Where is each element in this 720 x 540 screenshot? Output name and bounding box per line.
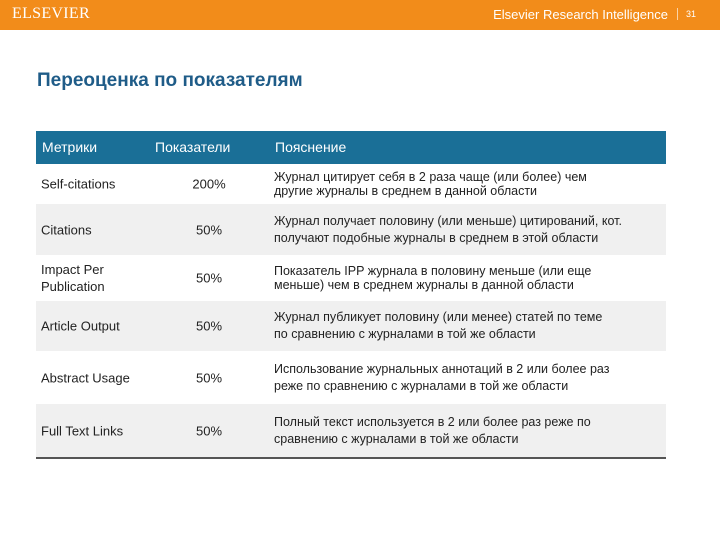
table-row xyxy=(36,404,666,457)
brand-logo: ELSEVIER xyxy=(12,5,90,22)
value-cell: 50% xyxy=(195,270,223,286)
explanation-cell: Журнал получает половину (или меньше) цитирований, кот. получают подобные журналы в среднем в этой области xyxy=(274,213,622,245)
metric-cell: Impact Per Publication xyxy=(41,262,105,294)
table-row xyxy=(36,351,666,404)
column-header-metrics: Метрики xyxy=(42,139,98,155)
column-header-values: Показатели xyxy=(155,139,231,155)
value-cell: 50% xyxy=(195,318,223,334)
explanation-cell: Журнал публикует половину (или менее) статей по теме по сравнению с журналами в той же области xyxy=(274,310,603,341)
explanation-cell: Полный текст используется в 2 или более раз реже по сравнению с журналами в той же области xyxy=(274,414,591,446)
table-row xyxy=(36,164,666,204)
column-header-explanation: Пояснение xyxy=(275,139,347,155)
header-bar xyxy=(0,0,720,30)
table-row xyxy=(36,204,666,255)
explanation-cell: Журнал цитирует себя в 2 раза чаще (или более) чем другие журналы в среднем в данной области xyxy=(274,170,587,198)
metric-cell: Self-citations xyxy=(41,176,116,192)
product-name: Elsevier Research Intelligence xyxy=(493,7,668,22)
value-cell: 50% xyxy=(195,222,223,237)
slide-title: Переоценка по показателям xyxy=(37,70,303,91)
header-divider xyxy=(677,8,678,20)
value-cell: 50% xyxy=(195,370,223,385)
metric-cell: Article Output xyxy=(41,318,120,334)
table-row xyxy=(36,301,666,351)
metric-cell: Abstract Usage xyxy=(41,370,130,385)
explanation-cell: Использование журнальных аннотаций в 2 или более раз реже по сравнению с журналами в той же области xyxy=(274,361,610,393)
table-header xyxy=(36,131,666,164)
table-bottom-border xyxy=(36,457,666,459)
explanation-cell: Показатель IPP журнала в половину меньше (или еще меньше) чем в среднем журналы в данной области xyxy=(274,264,592,292)
table-row xyxy=(36,255,666,301)
metric-cell: Full Text Links xyxy=(41,423,124,438)
page-number: 31 xyxy=(686,9,697,19)
value-cell: 50% xyxy=(195,423,223,438)
metric-cell: Citations xyxy=(41,222,92,237)
metrics-table xyxy=(36,131,666,459)
value-cell: 200% xyxy=(192,176,226,192)
